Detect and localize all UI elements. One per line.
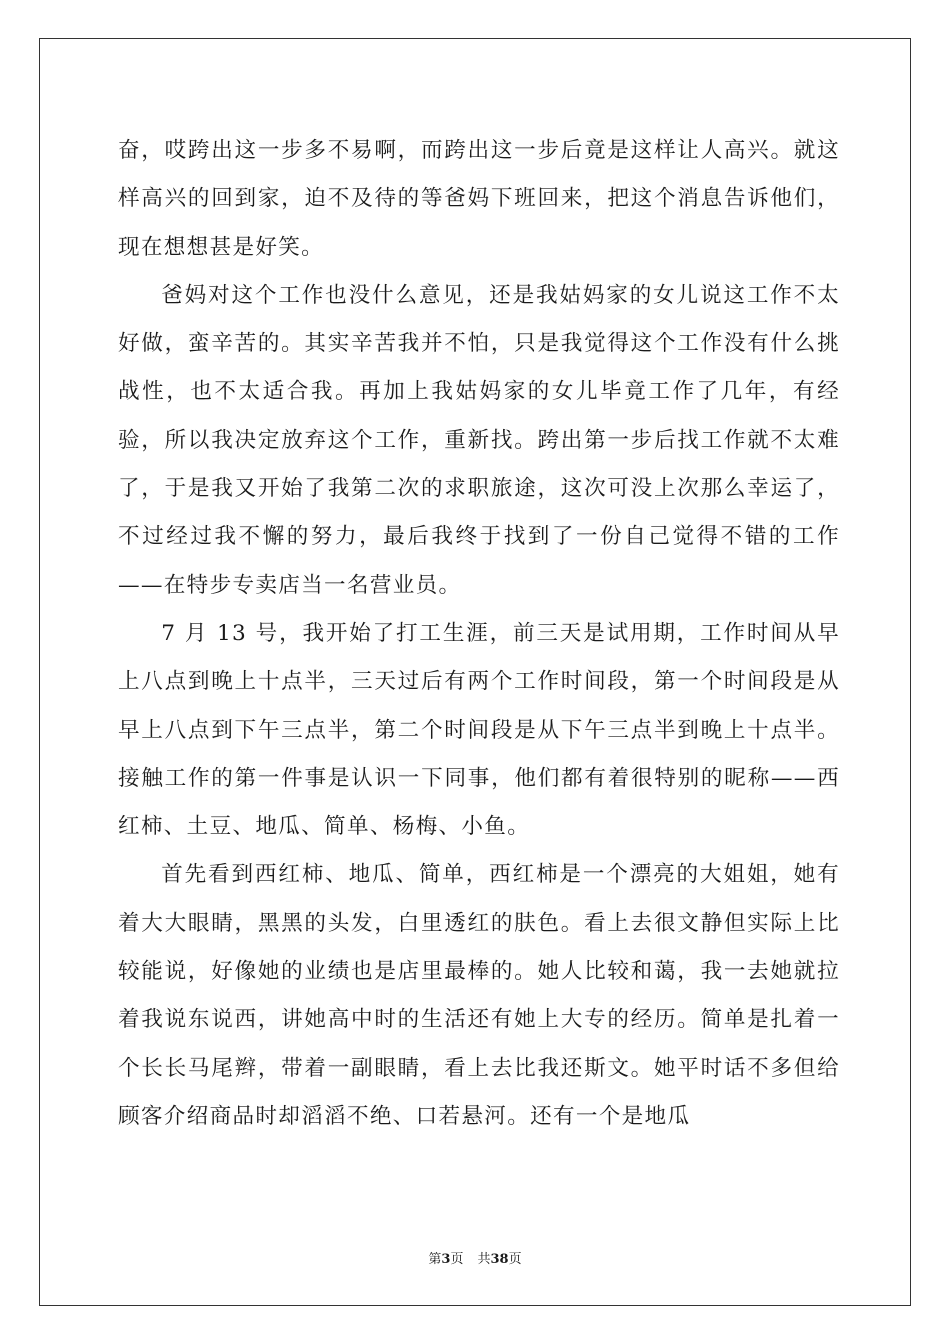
total-label-prefix: 共 [477, 1252, 491, 1267]
total-label-suffix: 页 [508, 1252, 522, 1267]
total-page-count: 38 [490, 1252, 509, 1267]
current-page-number: 3 [441, 1252, 451, 1267]
page-label-suffix: 页 [450, 1252, 464, 1267]
document-body [118, 127, 840, 1141]
paragraph-4: 首先看到西红柿、地瓜、简单，西红柿是一个漂亮的大姐姐，她有着大大眼睛，黑黑的头发，白里透红的肤色。看上去很文静但实际上比较能说，好像她的业绩也是店里最棒的。她人比较和蔼，我一去她就拉着我说东说西，讲她高中时的生活还有她上大专的经历。简单是扎着一个长长马尾辫，带着一副眼睛，看上去比我还斯文。她平时话不多但给顾客介绍商品时却滔滔不绝、口若悬河。还有一个是地瓜 [118, 862, 840, 1129]
paragraph-2: 爸妈对这个工作也没什么意见，还是我姑妈家的女儿说这工作不太好做，蛮辛苦的。其实辛苦我并不怕，只是我觉得这个工作没有什么挑战性，也不太适合我。再加上我姑妈家的女儿毕竟工作了几年，有经验，所以我决定放弃这个工作，重新找。跨出第一步后找工作就不太难了，于是我又开始了我第二次的求职旅途，这次可没上次那么幸运了，不过经过我不懈的努力，最后我终于找到了一份自己觉得不错的工作——在特步专卖店当一名营业员。 [118, 282, 840, 598]
paragraph-1: 奋，哎跨出这一步多不易啊，而跨出这一步后竟是这样让人高兴。就这样高兴的回到家，迫不及待的等爸妈下班回来，把这个消息告诉他们，现在想想甚是好笑。 [118, 138, 840, 260]
page-label-prefix: 第 [428, 1252, 442, 1267]
paragraph-3: 7 月 13 号，我开始了打工生涯，前三天是试用期，工作时间从早上八点到晚上十点半，三天过后有两个工作时间段，第一个时间段是从早上八点到下午三点半，第二个时间段是从下午三点半到晚上十点半。接触工作的第一件事是认识一下同事，他们都有着很特别的昵称——西红柿、土豆、地瓜、简单、杨梅、小鱼。 [118, 620, 840, 840]
page-footer [0, 1248, 950, 1267]
